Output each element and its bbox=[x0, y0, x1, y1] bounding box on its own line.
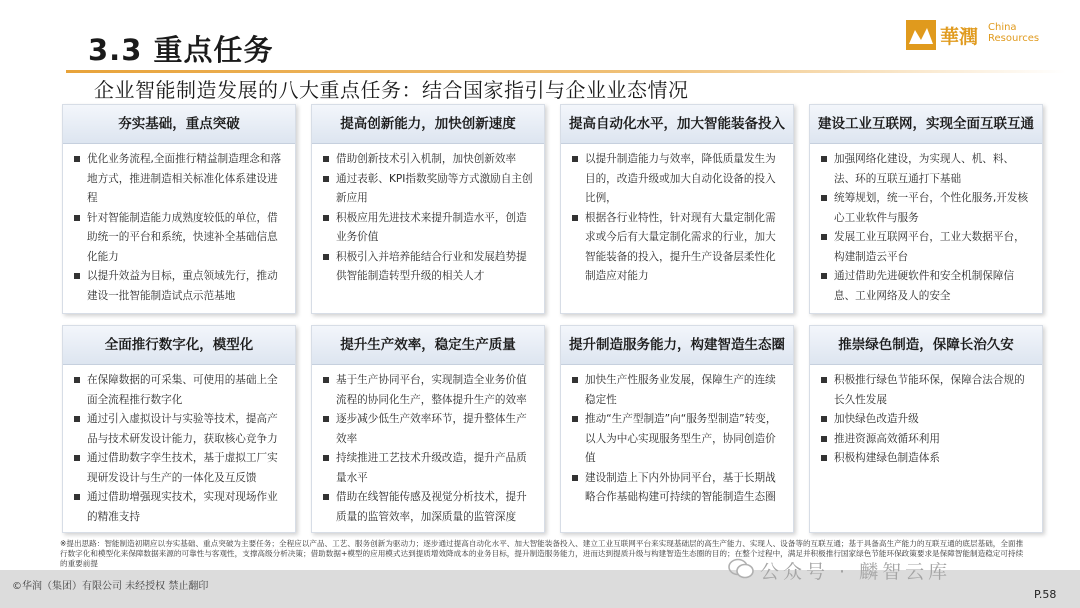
task-card-list bbox=[810, 365, 1042, 473]
page-subtitle: 企业智能制造发展的八大重点任务：结合国家指引与企业业态情况 bbox=[94, 78, 689, 102]
task-card bbox=[809, 325, 1043, 533]
task-card-list bbox=[561, 144, 793, 291]
task-card-item: 借助创新技术引入机制，加快创新效率 bbox=[322, 150, 536, 170]
task-card-item: 通过借助先进硬软件和安全机制保障信息、工业网络及人的安全 bbox=[820, 267, 1034, 306]
task-card-list bbox=[561, 365, 793, 512]
task-card-item: 建设制造上下内外协同平台，基于长期战略合作基础构建可持续的智能制造生态圈 bbox=[571, 469, 785, 508]
task-card-title: 提高自动化水平，加大智能装备投入 bbox=[561, 105, 793, 144]
task-card-item: 持续推进工艺技术升级改造，提升产品质量水平 bbox=[322, 449, 536, 488]
task-card-item: 借助在线智能传感及视觉分析技术，提升质量的监管效率，加深质量的监管深度 bbox=[322, 488, 536, 527]
task-card-title: 夯实基础，重点突破 bbox=[63, 105, 295, 144]
task-card bbox=[62, 325, 296, 533]
task-card-item: 推进资源高效循环利用 bbox=[820, 430, 1034, 450]
task-card-item: 积极应用先进技术来提升制造水平，创造业务价值 bbox=[322, 209, 536, 248]
task-card-item: 基于生产协同平台，实现制造全业务价值流程的协同化生产，整体提升生产的效率 bbox=[322, 371, 536, 410]
task-card-list bbox=[312, 144, 544, 291]
copyright-text: ©华润（集团）有限公司 未经授权 禁止翻印 bbox=[12, 581, 209, 592]
page-number: P.58 bbox=[1034, 588, 1057, 601]
logo-mark-icon bbox=[906, 20, 936, 50]
task-card-item: 以提升制造能力与效率，降低质量发生为目的，改造升级或加大自动化设备的投入比例， bbox=[571, 150, 785, 209]
task-card-item: 统筹规划，统一平台，个性化服务,开发核心工业软件与服务 bbox=[820, 189, 1034, 228]
page-title: 3.3 重点任务 bbox=[88, 33, 274, 67]
footnote: ※提出思路：智能制造初期应以夯实基础、重点突破为主要任务；全程应以产品、工艺、服务创新为驱动力；逐步通过提高自动化水平、加大智能装备投入、建立工业互联网平台来实现基础层的高生产能力、实现人、设备等的互联互通；基于具备高生产能力的互联互通的底层基础，全面推行数字化和模型化来保障数据来源的可靠性与客观性，支撑高级分析决策；借助数据+模型的应用模式达到提质增效降成本的业务目标，提升制造服务能力，进而达到提质升级与构建智造生态圈的目的；在整个过程中，满足并积极推行国家绿色节能环保政策要求是保障智能制造稳定可持续的重要前提 bbox=[60, 539, 1024, 568]
task-card-item: 以提升效益为目标，重点领域先行，推动建设一批智能制造试点示范基地 bbox=[73, 267, 287, 306]
task-card-title: 提升制造服务能力，构建智造生态圈 bbox=[561, 326, 793, 365]
task-card-item: 逐步减少低生产效率环节，提升整体生产效率 bbox=[322, 410, 536, 449]
task-card-item: 根据各行业特性，针对现有大量定制化需求或今后有大量定制化需求的行业，加大智能装备的投入，提升生产设备层柔性化制造应对能力 bbox=[571, 209, 785, 287]
task-card bbox=[311, 325, 545, 533]
task-card-list bbox=[63, 365, 295, 531]
wechat-icon bbox=[728, 558, 754, 580]
task-card-item: 通过表彰、KPI指数奖励等方式激励自主创新应用 bbox=[322, 170, 536, 209]
task-card-item: 通过借助增强现实技术，实现对现场作业的精准支持 bbox=[73, 488, 287, 527]
task-card-item: 推动“生产型制造”向“服务型制造”转变，以人为中心实现服务型生产，协同创造价值 bbox=[571, 410, 785, 469]
task-card bbox=[62, 104, 296, 314]
logo-en-text: China Resources bbox=[988, 22, 1040, 44]
task-card-title: 建设工业互联网，实现全面互联互通 bbox=[810, 105, 1042, 144]
china-resources-logo bbox=[906, 16, 1040, 58]
task-card-item: 通过借助数字孪生技术，基于虚拟工厂实现研发设计与生产的一体化及互反馈 bbox=[73, 449, 287, 488]
task-card-item: 针对智能制造能力成熟度较低的单位，借助统一的平台和系统，快速补全基础信息化能力 bbox=[73, 209, 287, 268]
task-card-title: 提高创新能力，加快创新速度 bbox=[312, 105, 544, 144]
task-card-title: 提升生产效率，稳定生产质量 bbox=[312, 326, 544, 365]
task-card-title: 推崇绿色制造，保障长治久安 bbox=[810, 326, 1042, 365]
task-card-item: 加快绿色改造升级 bbox=[820, 410, 1034, 430]
task-card-item: 发展工业互联网平台，工业大数据平台，构建制造云平台 bbox=[820, 228, 1034, 267]
task-card-list bbox=[63, 144, 295, 310]
task-card-item: 加强网络化建设，为实现人、机、料、法、环的互联互通打下基础 bbox=[820, 150, 1034, 189]
task-card bbox=[560, 325, 794, 533]
task-card bbox=[560, 104, 794, 314]
logo-cn-text: 華潤 bbox=[940, 26, 979, 48]
task-card-item: 积极引入并培养能结合行业和发展趋势提供智能制造转型升级的相关人才 bbox=[322, 248, 536, 287]
task-card-item: 积极推行绿色节能环保，保障合法合规的长久性发展 bbox=[820, 371, 1034, 410]
task-card-list bbox=[312, 365, 544, 531]
task-card bbox=[809, 104, 1043, 314]
task-card-item: 加快生产性服务业发展，保障生产的连续稳定性 bbox=[571, 371, 785, 410]
title-underline bbox=[66, 70, 1066, 73]
task-card-title: 全面推行数字化，模型化 bbox=[63, 326, 295, 365]
task-card-item: 优化业务流程,全面推行精益制造理念和落地方式，推进制造相关标准化体系建设进程 bbox=[73, 150, 287, 209]
task-card-item: 积极构建绿色制造体系 bbox=[820, 449, 1034, 469]
task-card-item: 在保障数据的可采集、可使用的基础上全面全流程推行数字化 bbox=[73, 371, 287, 410]
task-card bbox=[311, 104, 545, 314]
watermark-text: 公众号 · 麟智云库 bbox=[760, 561, 952, 583]
task-card-item: 通过引入虚拟设计与实验等技术，提高产品与技术研发设计能力，获取核心竞争力 bbox=[73, 410, 287, 449]
task-card-list bbox=[810, 144, 1042, 310]
